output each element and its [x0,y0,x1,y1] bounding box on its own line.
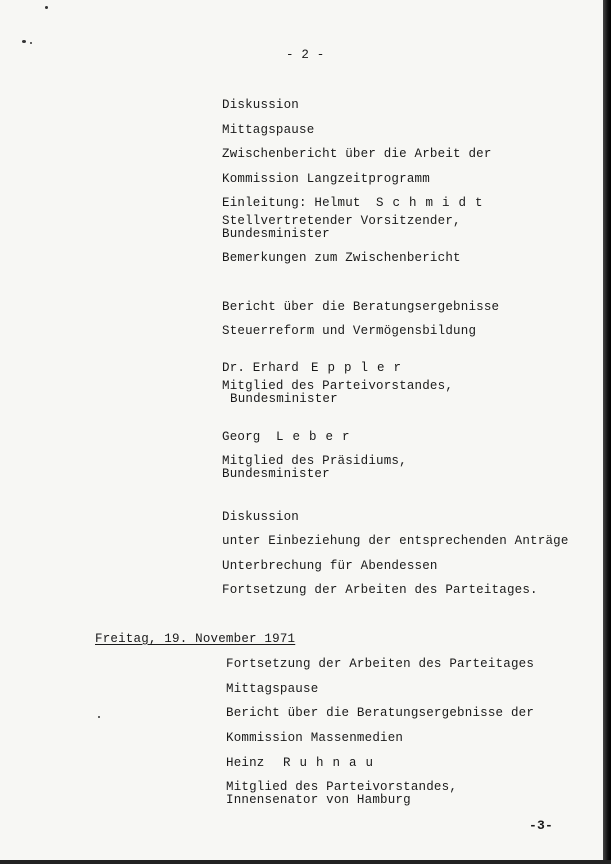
agenda-line: Diskussion [222,98,300,112]
speaker-surname: Leber [276,430,359,444]
report-topic: Steuerreform und Vermögensbildung [222,324,477,338]
speaker-first-name: Dr. Erhard [222,361,300,375]
speaker-role: Stellvertretender Vorsitzender, [222,214,461,228]
agenda-line: Mittagspause [226,682,319,696]
report-title: Bericht über die Beratungsergebnisse [222,300,500,314]
agenda-line: Unterbrechung für Abendessen [222,559,438,573]
speaker-role: Bundesminister [222,227,330,241]
agenda-line: unter Einbeziehung der entsprechenden Anträge [222,534,569,548]
speaker-role: Bundesminister [230,392,338,406]
speaker-role: Bundesminister [222,467,330,481]
agenda-line: Fortsetzung der Arbeiten des Parteitages. [222,583,538,597]
speaker-role: Mitglied des Parteivorstandes, [222,379,454,393]
page-number: - 2 - [286,48,325,62]
speaker-role: Mitglied des Parteivorstandes, [226,780,458,794]
day-heading: Freitag, 19. November 1971 [95,632,296,646]
agenda-line: Fortsetzung der Arbeiten des Parteitages [226,657,535,671]
agenda-line: Bemerkungen zum Zwischenbericht [222,251,461,265]
speaker-surname: Ruhnau [283,756,383,770]
speaker-first-name: Georg [222,430,261,444]
speaker-role: Mitglied des Präsidiums, [222,454,407,468]
agenda-line: Bericht über die Beratungsergebnisse der [226,706,535,720]
speaker-surname: Schmidt [376,196,492,210]
scan-speck [30,42,32,44]
agenda-line: Kommission Langzeitprogramm [222,172,430,186]
scan-speck [45,6,48,9]
next-page-marker: -3- [529,818,554,833]
agenda-line: Mittagspause [222,123,315,137]
speaker-first-name: Heinz [226,756,265,770]
scan-edge-bottom [0,860,611,864]
agenda-line: Zwischenbericht über die Arbeit der [222,147,492,161]
speaker-surname: Eppler [311,361,411,375]
agenda-line: Diskussion [222,510,300,524]
speaker-role: Innensenator von Hamburg [226,793,411,807]
scan-speck [98,716,100,718]
scan-speck [22,40,26,43]
scan-edge-right [603,0,611,864]
agenda-line: Kommission Massenmedien [226,731,404,745]
intro-label: Einleitung: Helmut [222,196,361,210]
